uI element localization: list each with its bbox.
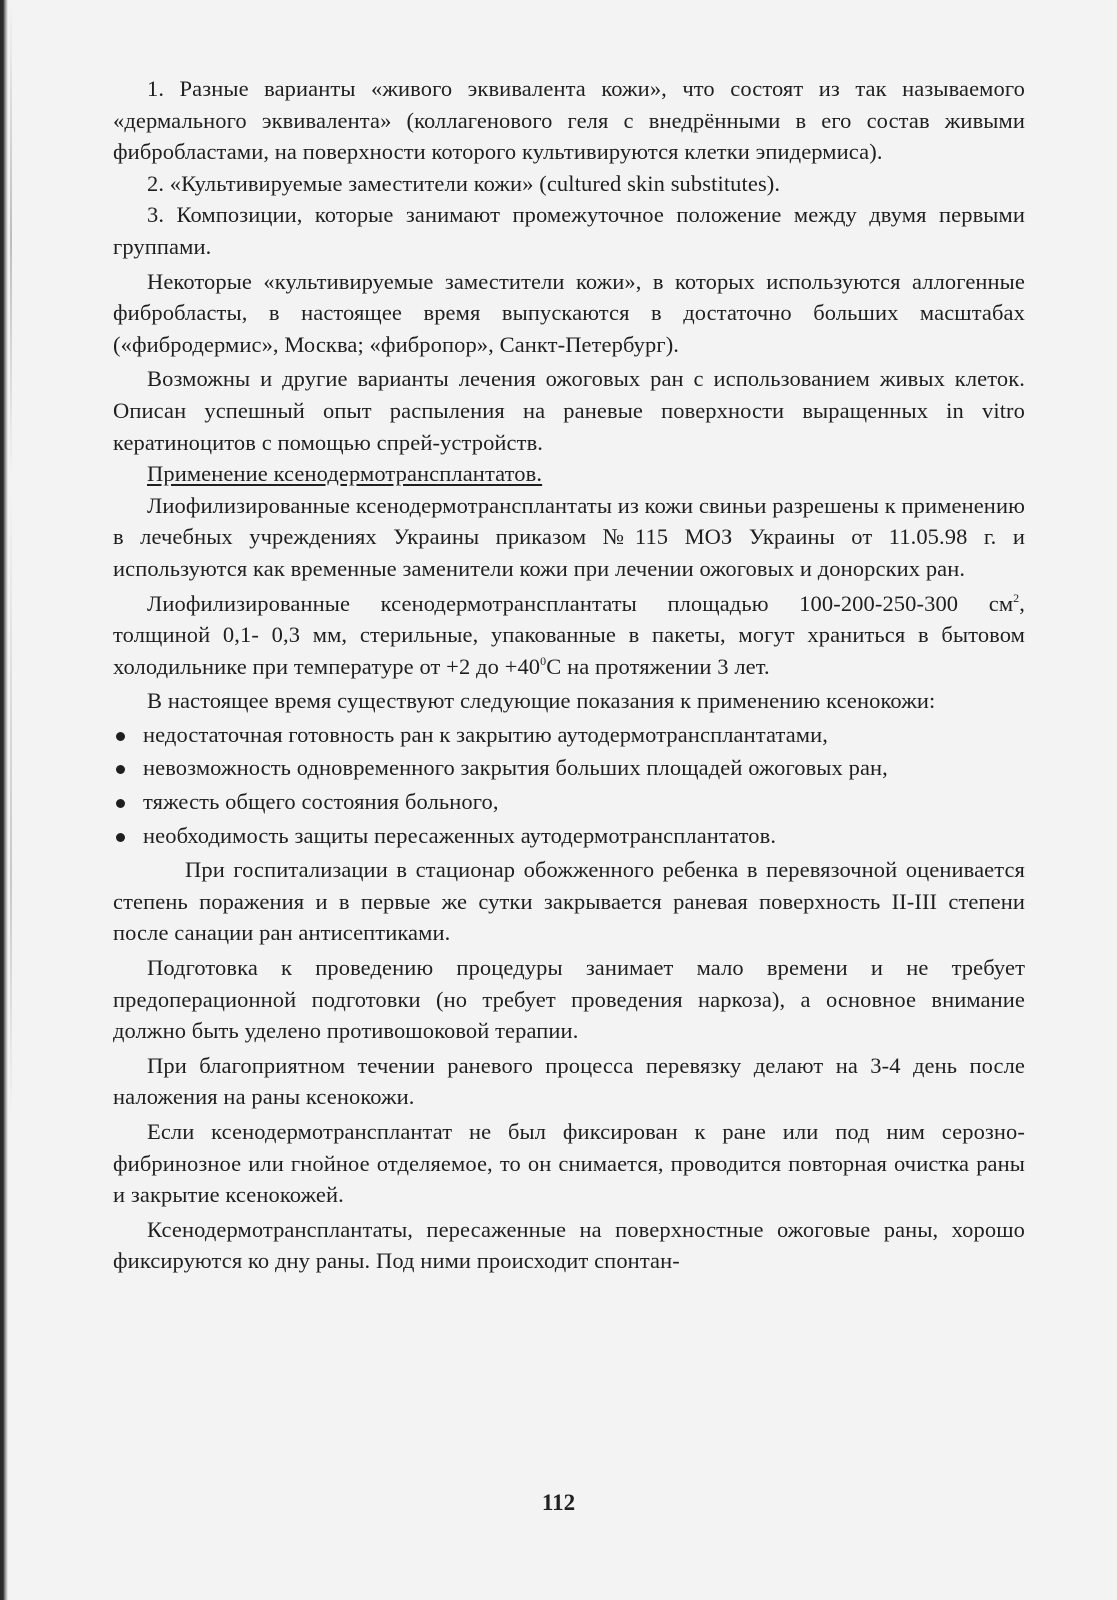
paragraph-living-skin-equivalent: 1. Разные варианты «живого эквивалента кожи», что состоят из так называемого «дермального эквивалента» (коллагенового геля с внедрёнными в его состав живыми фибробластами, на поверхности которого культивируются клетки эпидермиса). — [113, 76, 1025, 165]
paragraph-cultured-skin-substitutes: 2. «Культивируемые заместители кожи» (cultured skin substitutes). — [147, 170, 781, 196]
paragraph-graft-not-fixed: Если ксенодермотрансплантат не был фиксирован к ране или под ним серозно-фибринозное или гнойное отделяемое, то он снимается, проводится повторная очистка раны и закрытие ксенокожей. — [113, 1119, 1025, 1208]
list-item-text: недостаточная готовность ран к закрытию аутодермотрансплантатами, — [143, 721, 828, 747]
list-item — [113, 752, 1025, 784]
paragraph-indications-intro: В настоящее время существуют следующие показания к применению ксенокожи: — [147, 688, 936, 714]
paragraph-xenograft-storage — [113, 588, 1025, 683]
section-heading-text: Применение ксенодермотрансплантатов. — [147, 461, 543, 487]
paragraph-graft-fixation: Ксенодермотрансплантаты, пересаженные на поверхностные ожоговые раны, хорошо фиксируются ко дну раны. Под ними происходит спонтан- — [113, 1216, 1025, 1274]
paragraph-xenograft-approval: Лиофилизированные ксенодермотрансплантаты из кожи свиньи разрешены к применению в лечебных учреждениях Украины приказом №115 МОЗ Украины от 11.05.98 г. и используются как временные заменители кожи при лечении ожоговых и донорских ран. — [113, 492, 1025, 581]
list-item-text: тяжесть общего состояния больного, — [143, 789, 499, 815]
paragraph-procedure-preparation: Подготовка к проведению процедуры занимает мало времени и не требует предоперационной подготовки (но требует проведения наркоза), а основное внимание должно быть уделено противошоковой терапии. — [113, 955, 1025, 1044]
storage-text-start: Лиофилизированные ксенодермотрансплантаты площадью 100-200-250-300 см — [147, 590, 1014, 616]
page-body — [113, 73, 1025, 1277]
bullet-icon — [116, 799, 125, 808]
page-binding-edge — [0, 0, 8, 1600]
storage-text-end: С на протяжении 3 лет. — [546, 653, 770, 679]
section-heading — [113, 458, 1025, 490]
paragraph-dressing-change: При благоприятном течении раневого процесса перевязку делают на 3-4 день после наложения на раны ксенокожи. — [113, 1052, 1025, 1110]
paragraph-keratinocyte-spray: Возможны и другие варианты лечения ожоговых ран с использованием живых клеток. Описан успешный опыт распыления на раневые поверхности выращенных in vitro кератиноцитов с помощью спрей-устройств. — [113, 366, 1025, 455]
bullet-icon — [116, 833, 125, 842]
bullet-icon — [116, 732, 125, 741]
list-item-text: необходимость защиты пересаженных аутодермотрансплантатов. — [143, 822, 777, 848]
indications-list — [113, 719, 1025, 851]
degree-superscript: 0 — [540, 653, 547, 668]
bullet-icon — [116, 765, 125, 774]
list-item — [113, 719, 1025, 751]
paragraph-intermediate-compositions: 3. Композиции, которые занимают промежуточное положение между двумя первыми группами. — [113, 202, 1025, 259]
paragraph-allogenic-fibroblasts: Некоторые «культивируемые заместители кожи», в которых используются аллогенные фибробласты, в настоящее время выпускаются в достаточно больших масштабах («фибродермис», Москва; «фибропор», Санкт-Петербург). — [113, 268, 1025, 357]
storage-text-middle: , толщиной 0,1- 0,3 мм, стерильные, упакованные в пакеты, могут храниться в бытовом холодильнике при температуре от +2 до +40 — [113, 590, 1025, 679]
area-unit-superscript: 2 — [1013, 590, 1020, 605]
paragraph-hospitalization: При госпитализации в стационар обожженного ребенка в перевязочной оценивается степень поражения и в первые же сутки закрывается раневая поверхность II-III степени после санации ран антисептиками. — [113, 857, 1025, 946]
list-item-text: невозможность одновременного закрытия больших площадей ожоговых ран, — [143, 755, 888, 781]
list-item — [113, 820, 1025, 852]
list-item — [113, 786, 1025, 818]
page-number: 112 — [541, 1490, 576, 1515]
